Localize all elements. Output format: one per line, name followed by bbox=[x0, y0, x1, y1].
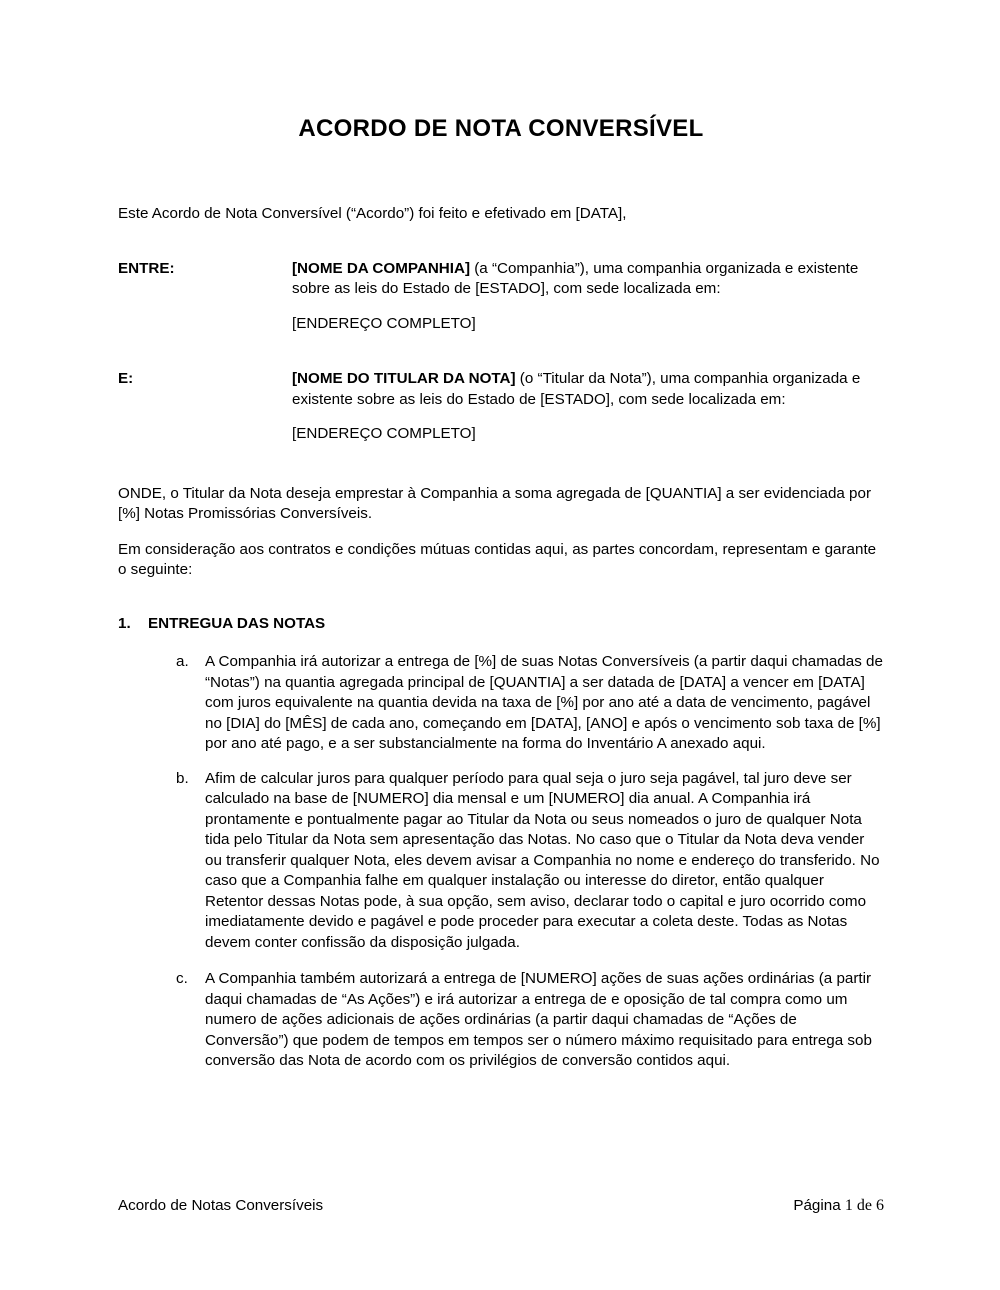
noteholder-name-placeholder: [NOME DO TITULAR DA NOTA] bbox=[292, 370, 516, 387]
list-item-a-marker: a. bbox=[176, 653, 189, 670]
list-item-b-text: Afim de calcular juros para qualquer período para qual seja o juro seja pagável, tal juro deve ser calculado na base de [NUMERO] dia mensal e um [NUMERO] dia anual. A Companhia irá prontamente e pontualmente pagar ao Titular da Nota ou seus nomeados o juro de qualquer Nota tida pelo Titular da Nota sem apresentação das Notas. No caso que o Titular da Nota deva vender ou transferir qualquer Nota, eles devem avisar a Companhia no nome e endereço do transferido. No caso que a Companhia falhe em qualquer instalação ou interesse do diretor, então qualquer Retentor dessas Notas pode, à sua opção, sem aviso, declarar todo o capital e juro ocorrido como imediatamente devido e pagável e pode proceder para executar a coleta deste. Todas as Notas devem conter confissão da disposição julgada. bbox=[205, 769, 880, 951]
recital-onde: ONDE, o Titular da Nota deseja emprestar à Companhia a soma agregada de [QUANTIA] a ser evidenciada por [%] Notas Promissórias Conversíveis. bbox=[118, 484, 872, 522]
section-1-heading bbox=[118, 614, 884, 635]
list-item-c-indent bbox=[118, 969, 176, 1072]
party-description-noteholder bbox=[292, 369, 882, 410]
footer-document-name: Acordo de Notas Conversíveis bbox=[118, 1197, 324, 1214]
intro-paragraph: Este Acordo de Nota Conversível (“Acordo”) foi feito e efetivado em [DATA], bbox=[118, 205, 627, 222]
footer-page-number bbox=[793, 1196, 884, 1217]
document-title: ACORDO DE NOTA CONVERSÍVEL bbox=[298, 115, 704, 142]
footer-page-label: Página bbox=[793, 1197, 841, 1214]
list-item-b-marker: b. bbox=[176, 769, 189, 787]
list-item-c-text: A Companhia também autorizará a entrega de [NUMERO] ações de suas ações ordinárias (a partir daqui chamadas de “As Ações”) e irá autorizar a entrega de e oposição de tal compra como um numero de ações adicionais de ações ordinárias (a partir daqui chamadas de “Ações de Conversão”) que podem de tempos em tempos ser o número máximo requisitado para entrega sob conversão das Nota de acordo com os privilégios de conversão contidos aqui. bbox=[205, 970, 872, 1069]
noteholder-description-text: (o “Titular da Nota”), uma companhia organizada e existente sobre as leis do Estado de [ESTADO], com sede localizada em: bbox=[292, 370, 861, 408]
company-name-placeholder: [NOME DA COMPANHIA] bbox=[292, 259, 471, 277]
list-item-c-marker: c. bbox=[176, 970, 188, 987]
party-label-e: E: bbox=[118, 370, 134, 387]
company-description-text: (a “Companhia”), uma companhia organizada e existente sobre as leis do Estado de [ESTADO], com sede localizada em: bbox=[292, 259, 859, 297]
noteholder-address-placeholder: [ENDEREÇO COMPLETO] bbox=[292, 425, 476, 442]
list-item-c bbox=[118, 969, 884, 1072]
recital-consideracao: Em consideração aos contratos e condições mútuas contidas aqui, as partes concordam, representam e garante o seguinte: bbox=[118, 540, 877, 578]
list-item-a bbox=[118, 652, 884, 755]
party-block-noteholder bbox=[118, 369, 884, 445]
company-address-placeholder: [ENDEREÇO COMPLETO] bbox=[292, 314, 476, 332]
party-description-company bbox=[292, 259, 882, 300]
list-item-a-text: A Companhia irá autorizar a entrega de [%] de suas Notas Conversíveis (a partir daqui chamadas de “Notas”) na quantia agregada principal de [QUANTIA] a ser datada de [DATA] a vencer em [DATA] com juros equivalente na quantia devida na taxa de [%] por ano até a data de vencimento, pagável no [DIA] do [MÊS] de cada ano, começando em [DATA], [ANO] e após o vencimento sob taxa de [%] por ano até pago, e a ser substancialmente na forma do Inventário A anexado aqui. bbox=[205, 653, 883, 752]
section-1-title: ENTREGUA DAS NOTAS bbox=[148, 614, 326, 632]
list-item-a-indent bbox=[118, 652, 176, 755]
document-content bbox=[118, 0, 884, 1072]
list-item-b bbox=[118, 769, 884, 954]
party-block-company bbox=[118, 259, 884, 335]
party-body-noteholder bbox=[292, 369, 884, 445]
page-footer bbox=[118, 1196, 884, 1217]
party-body-company bbox=[292, 259, 884, 335]
section-1-number: 1. bbox=[118, 614, 131, 632]
party-label-entre: ENTRE: bbox=[118, 259, 175, 277]
footer-page-count: 1 de 6 bbox=[844, 1197, 884, 1214]
list-item-b-indent bbox=[118, 769, 176, 954]
